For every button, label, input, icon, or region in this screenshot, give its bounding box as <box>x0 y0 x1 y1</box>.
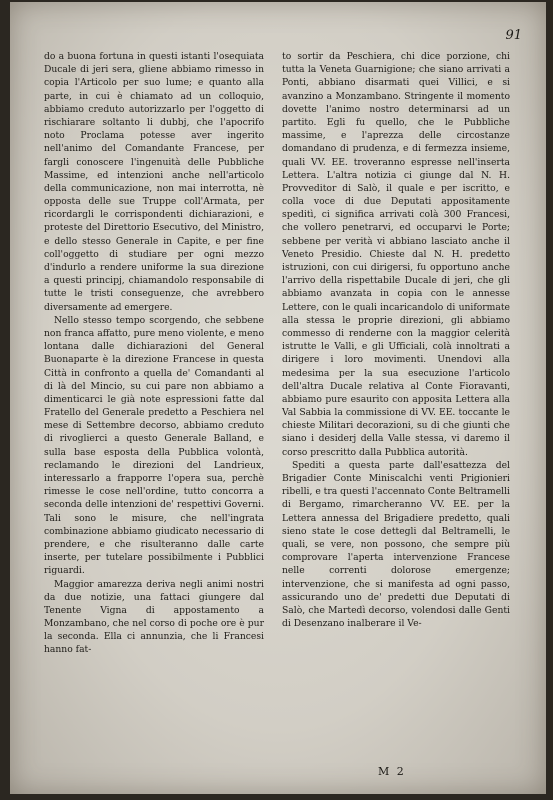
paragraph: do a buona fortuna in questi istanti l'osequiata Ducale di jeri sera, gliene abbiamo rimesso in copia l'Articolo per suo lume; e quanto alla parte, in cui è chiamato ad un colloquio, abbiamo creduto autorizzarlo per l'oggetto di rischiarare soltanto li dubbj, che l'apocrifo noto Proclama potesse aver ingerito nell'animo del Comandante Francese, per fargli conoscere l'ingenuità delle Pubbliche Massime, ed intenzioni anche nell'articolo della communicazione, non mai interrotta, nè opposta delle sue Truppe coll'Armata, per ricordargli le corrispondenti dichiarazioni, e proteste del Direttorio Esecutivo, del Ministro, e dello stesso Generale in Capite, e per fine coll'oggetto di studiare per ogni mezzo d'indurlo a rendere uniforme la sua direzione a questi principj, chiamandolo responsabile di tutte le tristi conseguenze, che avrebbero diversamente ad emergere. <box>44 51 264 313</box>
paragraph: Maggior amarezza deriva negli animi nostri da due notizie, una fattaci giungere dal Tenente Vigna di appostamento a Monzambano, che nel corso di poche ore è pur la seconda. Ella ci annunzia, che li Francesi hanno fat- <box>44 578 264 656</box>
left-column <box>44 50 264 657</box>
page-number: 91 <box>505 28 522 43</box>
right-column <box>282 50 510 630</box>
document-page <box>10 2 546 794</box>
paragraph: to sortir da Peschiera, chi dice porzione, chi tutta la Veneta Guarnigione; che siano arrivati a Ponti, abbiano disarmati quei Villici, e si avanzino a Monzambano. Stringente il momento dovette l'animo nostro determinarsi ad un partito. Egli fu quello, che le Pubbliche massime, e l'aprezza delle circostanze domandano di prudenza, e di fermezza insieme, quali VV. EE. troveranno espresse nell'inserta Lettera. L'altra notizia ci giunge dal N. H. Provveditor di Salò, il quale e per iscritto, e colla voce di due Deputati appositamente speditì, ci significa arrivati colà 300 Francesi, che vollero penetrarvi, ed occuparvi le Porte; sebbene per verità vi abbiano lasciato anche il Veneto Presidio. Chieste dal N. H. predetto istruzioni, con cui dirigersi, fu opportuno anche l'arrivo della rispettabile Ducale di jeri, che gli abbiamo avanzata in copia con le annesse Lettere, con le quali incaricandolo di uniformate alla stessa le proprie direzioni, gli abbiamo commesso di renderne con la maggior celerità istrutte le Valli, e gli Ufficiali, colà innoltrati a dirigere i loro movimenti. Unendovi alla medesima per la sua esecuzione l'articolo dell'altra Ducale relativa al Conte Fioravanti, abbiamo pure esaurito con apposita Lettera alla Val Sabbia la commissione di VV. EE. toccante le chieste Militari decorazioni, su di che giunti che siano i desiderj della Valle stessa, vi daremo il corso prescritto dalla Pubblica autorità. <box>282 51 510 458</box>
paragraph: Spediti a questa parte dall'esattezza del Brigadier Conte Miniscalchi venti Prigionieri ribelli, e tra questi l'accennato Conte Beltramelli di Bergamo, rimarcheranno VV. EE. per la Lettera annessa del Brigadiere predetto, quali sieno state le cose dettegli dal Beltramelli, le quali, se vere, non possono, che sempre più comprovare l'aperta intervenzione Francese nelle correnti dolorose emergenze; intervenzione, che si manifesta ad ogni passo, assicurando uno de' predetti due Deputati di Salò, che Martedì decorso, volendosi dalle Genti di Desenzano inalberare il Ve- <box>282 459 510 630</box>
signature-mark: M 2 <box>378 765 406 778</box>
paragraph: Nello stesso tempo scorgendo, che sebbene non franca affatto, pure meno violente, e meno lontana dalle dichiarazioni del General Buonaparte è la direzione Francese in questa Città in confronto a quella de' Comandanti al di là del Mincio, su cui pare non abbiamo a dimenticarci le già note espressioni fatte dal Fratello del Generale predetto a Peschiera nel mese di Settembre decorso, abbiamo creduto di rivoglierci a questo Generale Balland, e sulla base esposta della Pubblica volontà, reclamando le direzioni del Landrieux, interessarlo a frapporre l'opera sua, perchè rimesse le cose nell'ordine, tutto concorra a seconda delle intenzioni de' respettivi Governi. Tali sono le misure, che nell'ingrata combinazione abbiamo giudicato necessario di prendere, e che risulteranno dalle carte inserte, per tutelare possibilmente i Pubblici riguardi. <box>44 314 264 577</box>
